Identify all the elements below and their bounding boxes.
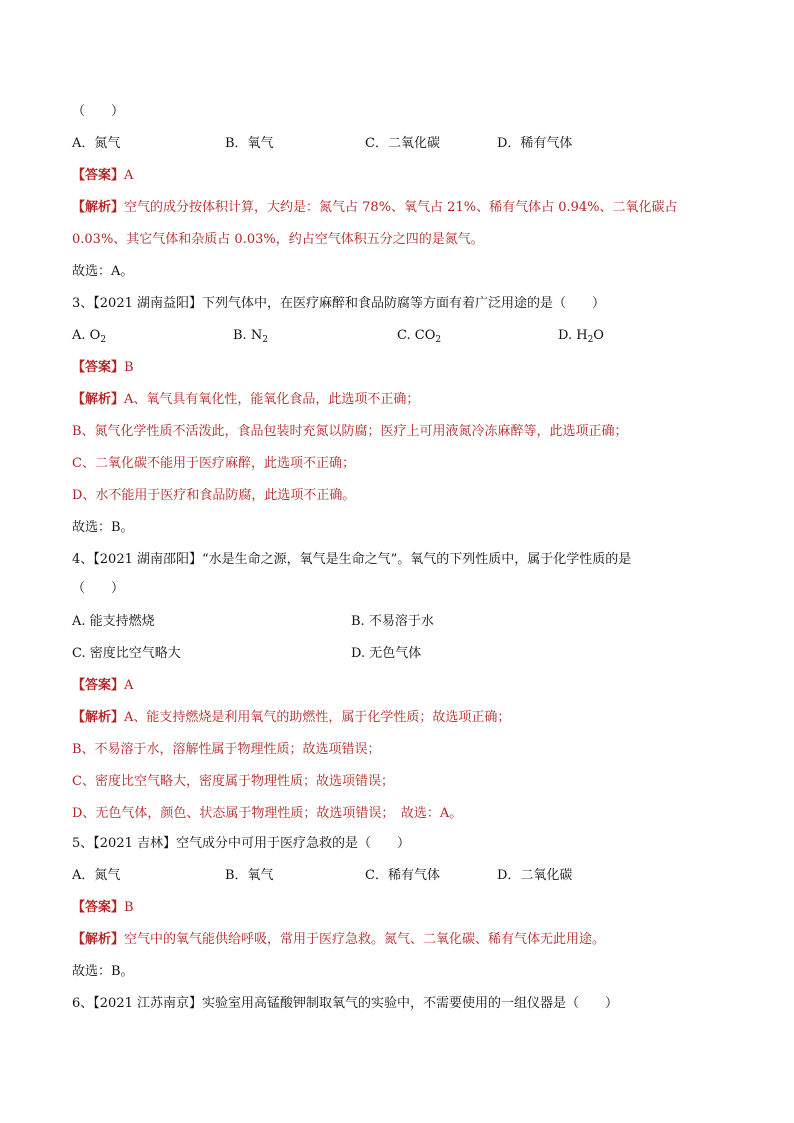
q2-options [72,134,734,154]
q3-analysis-line-4: D、水不能用于医疗和食品防腐，此选项不正确。 [72,488,356,503]
q2-analysis-line-2: 0.03%、其它气体和杂质占 0.03%，约占空气体积五分之四的是氮气。 [72,232,484,247]
q4-options-row-2 [72,644,734,664]
q2-option-b: B．氧气 [225,136,274,151]
q6-stem: 6、【2021 江苏南京】实验室用高锰酸钾制取氧气的实验中，不需要使用的一组仪器是（ ） [72,996,618,1011]
q3-option-b: B. $N_2$ [233,328,268,345]
q2-option-c: C．二氧化碳 [365,136,440,151]
q3-stem: 3、【2021 湖南益阳】下列气体中，在医疗麻醉和食品防腐等方面有着广泛用途的是（ ） [72,296,605,311]
answer-tag: 【答案】 [72,360,125,375]
q5-option-c: C．稀有气体 [365,868,440,883]
analysis-text: A、能支持燃烧是利用氧气的助燃性，属于化学性质；故选项正确； [124,710,511,725]
q4-answer [72,676,734,696]
analysis-tag: 【解析】 [72,710,125,725]
q2-option-a: A．氮气 [72,136,121,151]
q2-answer [72,166,734,186]
answer-tag: 【答案】 [72,168,125,183]
analysis-tag: 【解析】 [72,200,125,215]
q3-answer [72,358,734,378]
q4-options-row-1 [72,612,734,632]
q3-option-a: A. $O_2$ [72,328,107,345]
analysis-tag: 【解析】 [72,932,125,947]
answer-value: A [124,678,134,693]
q5-answer [72,898,734,918]
q4-option-d: D. 无色气体 [351,646,422,661]
q5-option-d: D．二氧化碳 [497,868,573,883]
q4-stem: 4、【2021 湖南邵阳】“水是生命之源，氧气是生命之气”。氧气的下列性质中，属于化学性质的是 [72,552,632,567]
answer-value: B [124,900,134,915]
answer-tag: 【答案】 [72,900,125,915]
q4-analysis-line-4: D、无色气体，颜色、状态属于物理性质；故选项错误； 故选：A。 [72,806,463,821]
q5-choose: 故选：B。 [72,964,134,979]
analysis-text: A、氧气具有氧化性，能氧化食品，此选项不正确； [124,392,420,407]
q5-stem: 5、【2021 吉林】空气成分中可用于医疗急救的是（ ） [72,836,410,851]
q4-option-a: A. 能支持燃烧 [72,614,155,629]
q2-option-d: D．稀有气体 [497,136,573,151]
q4-analysis-line-2: B、不易溶于水，溶解性属于物理性质；故选项错误； [72,742,381,757]
q2-paren: （ ） [72,104,125,119]
q2-analysis-line-1 [72,198,734,218]
q3-option-d: D. $H_2O$ [558,328,604,345]
q2-choose: 故选：A。 [72,264,134,279]
analysis-text: 空气的成分按体积计算，大约是：氮气占 78%、氧气占 21%、稀有气体占 0.94%、二氧化碳占 [124,200,678,215]
q5-option-b: B．氧气 [225,868,274,883]
analysis-tag: 【解析】 [72,392,125,407]
q4-paren: （ ） [72,581,125,596]
q4-option-b: B. 不易溶于水 [351,614,434,629]
q5-analysis [72,930,734,950]
q5-option-a: A．氮气 [72,868,121,883]
q3-analysis-line-2: B、氮气化学性质不活泼此，食品包装时充氮以防腐；医疗上可用液氮冷冻麻醉等，此选项正确； [72,424,628,439]
answer-value: A [124,168,134,183]
q3-analysis-line-1 [72,390,734,410]
q3-choose: 故选：B。 [72,520,134,535]
answer-value: B [124,360,134,375]
q4-analysis-line-3: C、密度比空气略大，密度属于物理性质；故选项错误； [72,774,394,789]
q5-options [72,866,734,886]
answer-tag: 【答案】 [72,678,125,693]
q3-option-c: C. $CO_2$ [397,328,442,345]
q3-options [72,326,734,346]
q4-option-c: C. 密度比空气略大 [72,646,181,661]
analysis-text: 空气中的氧气能供给呼吸，常用于医疗急救。氮气、二氧化碳、稀有气体无此用途。 [124,932,606,947]
q3-analysis-line-3: C、二氧化碳不能用于医疗麻醉，此选项不正确； [72,456,355,471]
q4-analysis-line-1 [72,708,734,728]
